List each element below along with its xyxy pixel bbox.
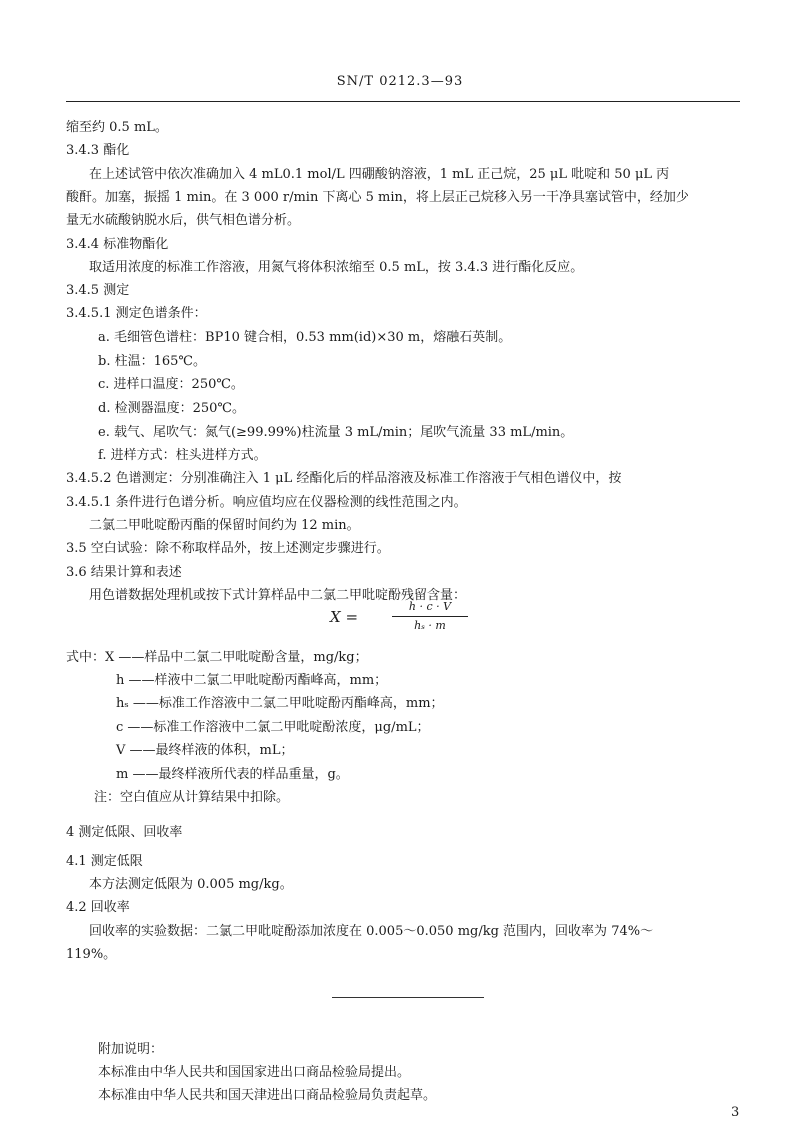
text-line: 3.4.3 酯化 [66,143,130,158]
text-line: 用色谱数据处理机或按下式计算样品中二氯二甲吡啶酚残留含量： [89,588,467,603]
text-line: c ——标准工作溶液中二氯二甲吡啶酚浓度，μg/mL； [116,720,430,735]
text-line: 3.4.4 标准物酯化 [66,237,169,252]
text-line: 本标准由中华人民共和国国家进出口商品检验局提出。 [98,1065,411,1080]
text-line: 量无水硫酸钠脱水后，供气相色谱分析。 [66,213,301,228]
text-line: 4.2 回收率 [66,900,130,915]
text-line: 回收率的实验数据：二氯二甲吡啶酚添加浓度在 0.005～0.050 mg/kg 范围内，回收率为 74%～ [89,924,654,939]
text-line: h ——样液中二氯二甲吡啶酚丙酯峰高，mm； [116,673,388,688]
text-line: e. 载气、尾吹气：氮气(≥99.99%)柱流量 3 mL/min；尾吹气流量 33 mL/min。 [98,425,574,440]
text-line: 119%。 [66,947,117,962]
text-line: 式中：X ——样品中二氯二甲吡啶酚含量，mg/kg； [66,650,368,665]
text-line: 3.5 空白试验：除不称取样品外，按上述测定步骤进行。 [66,541,390,556]
text-line: 缩至约 0.5 mL。 [66,120,168,135]
text-line: 4.1 测定低限 [66,854,143,869]
text-line: a. 毛细管色谱柱：BP10 键合相，0.53 mm(id)×30 m，熔融石英制。 [98,330,512,345]
text-line: c. 进样口温度：250℃。 [98,377,244,392]
text-line: f. 进样方式：柱头进样方式。 [98,448,267,463]
text-line: 二氯二甲吡啶酚丙酯的保留时间约为 12 min。 [89,518,360,533]
text-line: m ——最终样液所代表的样品重量，g。 [116,767,349,782]
text-line: d. 检测器温度：250℃。 [98,401,245,416]
text-line: 本方法测定低限为 0.005 mg/kg。 [89,877,293,892]
text-line: 酸酐。加塞，振摇 1 min。在 3 000 r/min 下离心 5 min，将上层正己烷移入另一干净具塞试管中，经加少 [66,190,689,205]
text-line: V ——最终样液的体积，mL； [116,743,294,758]
formula-lhs: X = [330,608,359,626]
text-line: 附加说明： [98,1042,164,1057]
text-line: 3.4.5.2 色谱测定：分别准确注入 1 μL 经酯化后的样品溶液及标准工作溶液于气相色谱仪中，按 [66,471,622,486]
text-line: 4 测定低限、回收率 [66,825,183,840]
document-header: SN/T 0212.3—93 [336,74,464,89]
fraction-bar [392,616,468,617]
text-line: 注：空白值应从计算结果中扣除。 [94,790,290,805]
formula-numerator: h · c · V [408,600,452,613]
page-number: 3 [731,1105,740,1120]
text-line: 在上述试管中依次准确加入 4 mL0.1 mol/L 四硼酸钠溶液，1 mL 正己烷，25 μL 吡啶和 50 μL 丙 [89,167,670,182]
text-line: 取适用浓度的标准工作溶液，用氮气将体积浓缩至 0.5 mL，按 3.4.3 进行酯化反应。 [89,260,584,275]
text-line: 3.6 结果计算和表述 [66,565,182,580]
text-line: 3.4.5.1 测定色谱条件： [66,306,207,321]
formula-denominator: hₛ · m [414,619,446,632]
text-line: hₛ ——标准工作溶液中二氯二甲吡啶酚丙酯峰高，mm； [116,696,444,711]
text-line: 3.4.5.1 条件进行色谱分析。响应值均应在仪器检测的线性范围之内。 [66,495,467,510]
calculation-formula [330,598,480,638]
text-line: 3.4.5 测定 [66,283,130,298]
text-line: 本标准由中华人民共和国天津进出口商品检验局负责起草。 [98,1088,437,1103]
end-rule [332,997,484,998]
header-rule [66,101,740,102]
text-line: b. 柱温：165℃。 [98,354,206,369]
